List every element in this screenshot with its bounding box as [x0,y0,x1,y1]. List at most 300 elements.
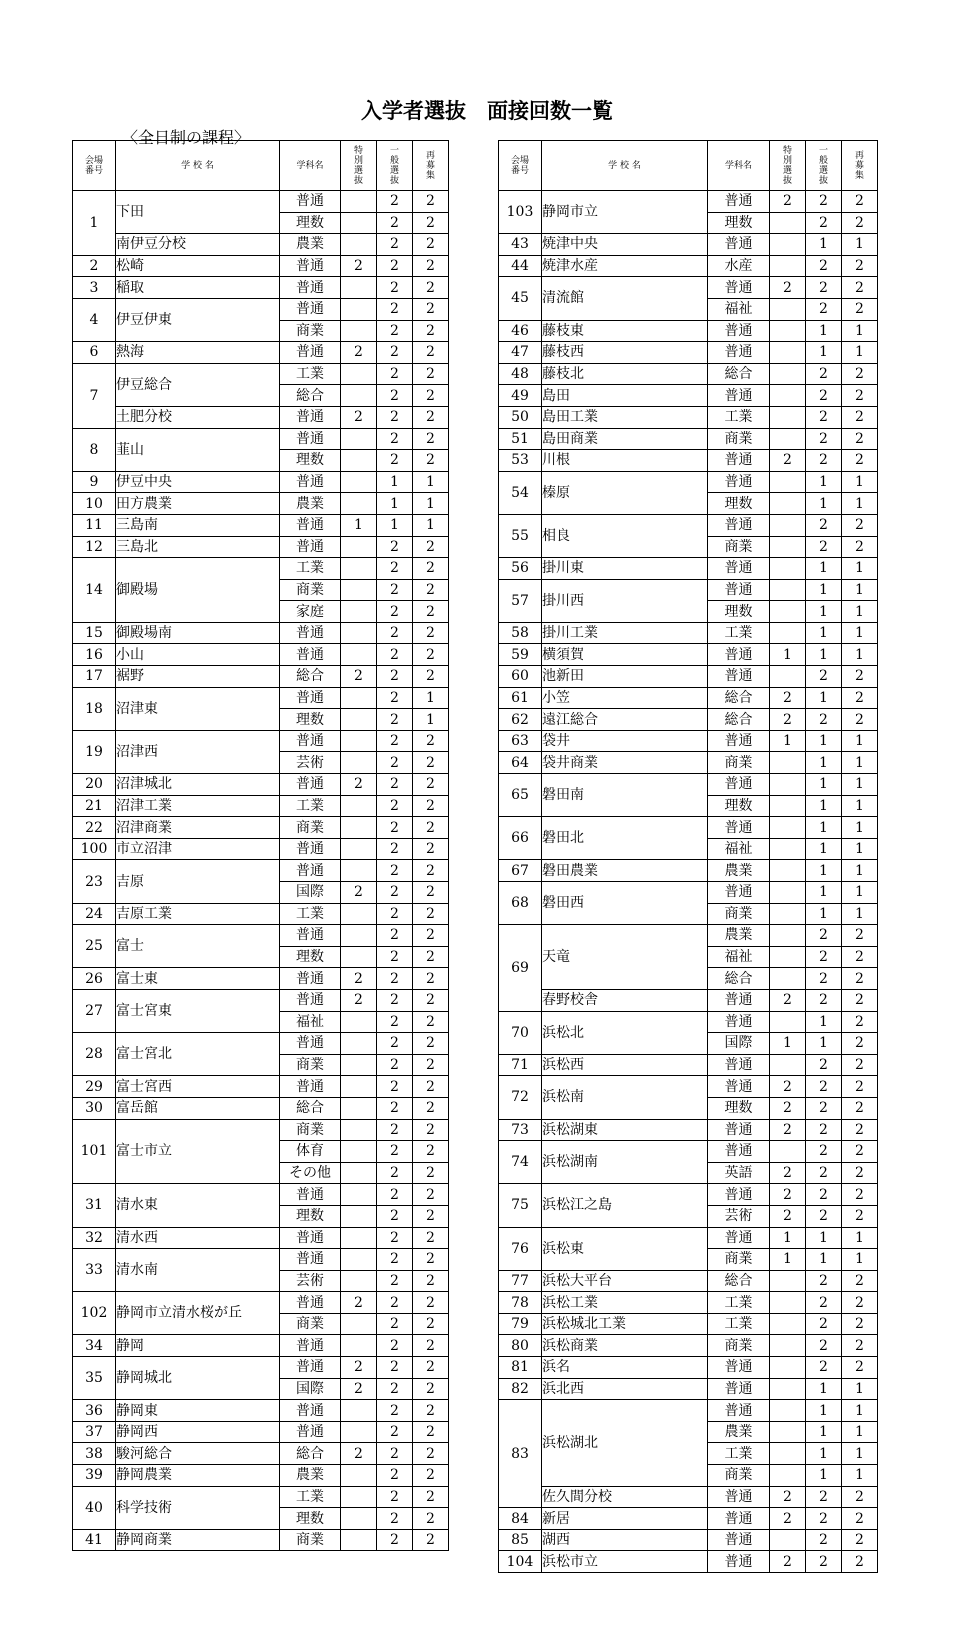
school-name: 富岳館 [116,1097,280,1119]
school-name: 市立沼津 [116,838,280,860]
venue-number: 40 [73,1486,116,1529]
general-count: 2 [806,1205,842,1227]
re-recruit-count: 2 [842,428,878,450]
special-count [770,342,806,364]
general-count: 1 [806,320,842,342]
table-row [73,644,449,666]
re-recruit-count: 2 [842,1184,878,1206]
venue-number: 82 [499,1378,542,1400]
school-name: 下田 [116,191,280,234]
header-general: 一 般 選 抜 [806,141,842,191]
special-count [341,622,377,644]
course-name: 普通 [708,234,770,256]
school-name: 沼津西 [116,730,280,773]
special-count: 2 [770,1205,806,1227]
re-recruit-count: 2 [413,1162,449,1184]
course-name: 普通 [708,1486,770,1508]
course-name: 農業 [708,1421,770,1443]
course-name: 普通 [280,1357,341,1379]
general-count: 2 [377,1292,413,1314]
course-name: 商業 [708,1335,770,1357]
re-recruit-count: 2 [842,1141,878,1163]
table-row [499,817,878,839]
course-name: 商業 [708,903,770,925]
special-count [770,774,806,796]
course-name: 普通 [708,666,770,688]
special-count [770,493,806,515]
table-row [73,968,449,990]
course-name: 普通 [280,191,341,213]
general-count: 1 [806,1465,842,1487]
re-recruit-count: 2 [413,882,449,904]
re-recruit-count: 2 [413,191,449,213]
table-row [73,1486,449,1508]
re-recruit-count: 1 [842,342,878,364]
venue-number: 10 [73,493,116,515]
re-recruit-count: 2 [413,1508,449,1530]
general-count: 2 [377,925,413,947]
special-count [341,1465,377,1487]
re-recruit-count: 2 [413,1076,449,1098]
special-count: 1 [770,1227,806,1249]
general-count: 2 [377,1205,413,1227]
course-name: 普通 [280,1335,341,1357]
re-recruit-count: 2 [413,1249,449,1271]
school-name: 沼津商業 [116,817,280,839]
table-row [73,191,449,213]
general-count: 1 [806,493,842,515]
general-count: 1 [806,1378,842,1400]
venue-number: 14 [73,558,116,623]
school-name: 伊豆総合 [116,363,280,406]
general-count: 2 [806,536,842,558]
special-count [770,601,806,623]
general-count: 2 [806,925,842,947]
venue-number: 37 [73,1421,116,1443]
general-count: 2 [806,212,842,234]
venue-number: 9 [73,471,116,493]
header-course: 学科名 [708,141,770,191]
school-name: 静岡市立清水桜が丘 [116,1292,280,1335]
special-count [770,838,806,860]
re-recruit-count: 2 [413,1011,449,1033]
re-recruit-count: 2 [413,255,449,277]
re-recruit-count: 2 [413,212,449,234]
venue-number: 100 [73,838,116,860]
general-count: 1 [806,730,842,752]
venue-number: 81 [499,1357,542,1379]
course-name: 普通 [280,989,341,1011]
venue-number: 45 [499,277,542,320]
re-recruit-count: 2 [413,968,449,990]
special-count [341,191,377,213]
school-name: 焼津水産 [542,255,708,277]
general-count: 2 [377,1508,413,1530]
venue-number: 48 [499,363,542,385]
school-name: 浜松城北工業 [542,1313,708,1335]
re-recruit-count: 1 [842,860,878,882]
school-name: 静岡商業 [116,1529,280,1551]
special-count: 2 [341,882,377,904]
re-recruit-count: 2 [413,1184,449,1206]
venue-number: 62 [499,709,542,731]
re-recruit-count: 2 [842,212,878,234]
table-row [73,277,449,299]
general-count: 2 [806,363,842,385]
special-count [341,730,377,752]
re-recruit-count: 1 [842,558,878,580]
venue-number: 59 [499,644,542,666]
course-name: 商業 [708,1249,770,1271]
venue-number: 57 [499,579,542,622]
table-row [73,989,449,1011]
general-count: 2 [806,1551,842,1573]
re-recruit-count: 2 [842,1162,878,1184]
general-count: 1 [806,687,842,709]
school-name: 浜松湖北 [542,1400,708,1486]
school-name: 浜松南 [542,1076,708,1119]
venue-number: 15 [73,622,116,644]
general-count: 2 [377,406,413,428]
general-count: 2 [377,1313,413,1335]
table-row [73,428,449,450]
general-count: 2 [377,1465,413,1487]
table-row [499,1529,878,1551]
special-count: 2 [341,1443,377,1465]
table-row [499,860,878,882]
general-count: 1 [806,882,842,904]
special-count [341,1508,377,1530]
course-name: 普通 [708,1054,770,1076]
general-count: 2 [806,1270,842,1292]
re-recruit-count: 2 [842,514,878,536]
course-name: 普通 [280,925,341,947]
general-count: 2 [377,795,413,817]
re-recruit-count: 1 [413,493,449,515]
school-name: 科学技術 [116,1486,280,1529]
course-name: 普通 [708,191,770,213]
course-name: 水産 [708,255,770,277]
course-name: 普通 [280,687,341,709]
table-row [499,428,878,450]
course-name: 福祉 [708,838,770,860]
general-count: 2 [377,709,413,731]
special-count: 2 [770,1162,806,1184]
general-count: 2 [377,234,413,256]
school-name: 浜松西 [542,1054,708,1076]
special-count: 2 [770,450,806,472]
course-name: 体育 [280,1141,341,1163]
course-name: 商業 [708,1465,770,1487]
re-recruit-count: 1 [842,817,878,839]
table-row [499,752,878,774]
special-count: 2 [341,968,377,990]
table-row [73,342,449,364]
special-count [341,903,377,925]
venue-number: 32 [73,1227,116,1249]
course-name: 理数 [280,946,341,968]
venue-number: 66 [499,817,542,860]
school-name: 春野校舎 [542,989,708,1011]
course-name: 商業 [708,752,770,774]
course-name: 普通 [708,1141,770,1163]
re-recruit-count: 1 [842,1443,878,1465]
venue-number: 58 [499,622,542,644]
course-name: 英語 [708,1162,770,1184]
table-row [499,320,878,342]
special-count: 2 [770,191,806,213]
school-name: 磐田北 [542,817,708,860]
special-count: 2 [770,1486,806,1508]
general-count: 2 [377,579,413,601]
course-name: 普通 [708,882,770,904]
re-recruit-count: 2 [413,450,449,472]
course-name: 普通 [708,644,770,666]
school-name: 浜松東 [542,1227,708,1270]
venue-number: 6 [73,342,116,364]
special-count [770,968,806,990]
special-count [770,1270,806,1292]
course-name: 理数 [708,1097,770,1119]
school-name: 浜松商業 [542,1335,708,1357]
table-row [73,1443,449,1465]
general-count: 2 [806,1292,842,1314]
special-count: 2 [341,774,377,796]
school-name: 富士市立 [116,1119,280,1184]
course-name: 普通 [708,1529,770,1551]
re-recruit-count: 2 [842,925,878,947]
table-row [73,255,449,277]
general-count: 2 [377,968,413,990]
table-row [499,1119,878,1141]
school-name: 掛川工業 [542,622,708,644]
table-row [499,558,878,580]
general-count: 2 [377,752,413,774]
venue-number: 2 [73,255,116,277]
header-school-name: 学 校 名 [542,141,708,191]
re-recruit-count: 1 [842,730,878,752]
school-name: 三島北 [116,536,280,558]
re-recruit-count: 2 [413,1378,449,1400]
special-count: 2 [770,709,806,731]
school-name: 焼津中央 [542,234,708,256]
general-count: 2 [377,1184,413,1206]
special-count [341,752,377,774]
general-count: 1 [806,903,842,925]
special-count [341,579,377,601]
table-row [73,860,449,882]
course-name: 商業 [280,1529,341,1551]
table-row [73,558,449,580]
general-count: 1 [806,471,842,493]
school-name: 御殿場南 [116,622,280,644]
table-row [499,925,878,947]
special-count [770,925,806,947]
venue-number: 43 [499,234,542,256]
venue-number: 35 [73,1357,116,1400]
school-name: 池新田 [542,666,708,688]
school-name: 静岡城北 [116,1357,280,1400]
special-count: 2 [770,1551,806,1573]
school-name: 浜松大平台 [542,1270,708,1292]
general-count: 2 [377,1529,413,1551]
table-row [73,471,449,493]
table-row [499,1141,878,1163]
venue-number: 60 [499,666,542,688]
course-name: 農業 [708,925,770,947]
general-count: 2 [377,622,413,644]
table-row [73,1227,449,1249]
special-count [770,1443,806,1465]
re-recruit-count: 2 [413,1292,449,1314]
table-row [73,234,449,256]
general-count: 1 [806,1443,842,1465]
re-recruit-count: 2 [842,255,878,277]
course-name: 普通 [280,536,341,558]
general-count: 2 [377,450,413,472]
venue-number: 33 [73,1249,116,1292]
course-name: 普通 [708,1508,770,1530]
re-recruit-count: 2 [842,298,878,320]
school-name: 小山 [116,644,280,666]
re-recruit-count: 2 [413,1421,449,1443]
table-row [499,709,878,731]
course-name: 理数 [708,212,770,234]
special-count [341,298,377,320]
special-count: 2 [770,1119,806,1141]
re-recruit-count: 2 [413,795,449,817]
school-name: 相良 [542,514,708,557]
general-count: 2 [377,1249,413,1271]
general-count: 2 [806,1119,842,1141]
special-count [770,903,806,925]
venue-number: 104 [499,1551,542,1573]
re-recruit-count: 2 [842,1033,878,1055]
header-re-recruit: 再 募 集 [842,141,878,191]
general-count: 2 [377,860,413,882]
course-name: 総合 [280,385,341,407]
general-count: 2 [377,298,413,320]
venue-number: 84 [499,1508,542,1530]
general-count: 2 [377,946,413,968]
special-count: 2 [341,342,377,364]
course-name: 総合 [708,709,770,731]
course-name: 総合 [280,1443,341,1465]
re-recruit-count: 2 [413,925,449,947]
table-row [499,730,878,752]
general-count: 2 [377,1443,413,1465]
general-count: 2 [806,1313,842,1335]
special-count [341,428,377,450]
special-count [770,385,806,407]
re-recruit-count: 2 [842,1529,878,1551]
re-recruit-count: 1 [842,1400,878,1422]
special-count [770,1313,806,1335]
special-count [341,320,377,342]
general-count: 2 [806,406,842,428]
re-recruit-count: 2 [413,1465,449,1487]
table-row [499,1227,878,1249]
course-name: 農業 [280,493,341,515]
course-name: 工業 [708,1443,770,1465]
school-name: 清水西 [116,1227,280,1249]
venue-number: 38 [73,1443,116,1465]
special-count [341,1141,377,1163]
course-name: 理数 [708,493,770,515]
course-name: 普通 [708,1551,770,1573]
special-count [341,471,377,493]
special-count [770,1400,806,1422]
re-recruit-count: 2 [413,1335,449,1357]
header-general: 一 般 選 抜 [377,141,413,191]
venue-number: 61 [499,687,542,709]
course-name: 商業 [280,1054,341,1076]
course-name: 普通 [280,514,341,536]
course-name: 総合 [708,1270,770,1292]
special-count [341,1097,377,1119]
table-row [499,1292,878,1314]
school-name: 富士宮北 [116,1033,280,1076]
venue-number: 101 [73,1119,116,1184]
general-count: 2 [377,817,413,839]
general-count: 1 [377,493,413,515]
course-name: 普通 [708,514,770,536]
re-recruit-count: 2 [413,385,449,407]
table-row [499,234,878,256]
school-name: 横須賀 [542,644,708,666]
course-name: 工業 [280,558,341,580]
special-count [341,1076,377,1098]
re-recruit-count: 2 [413,1097,449,1119]
special-count: 2 [770,1076,806,1098]
special-count [770,1335,806,1357]
re-recruit-count: 2 [413,1141,449,1163]
venue-number: 75 [499,1184,542,1227]
table-row [73,514,449,536]
school-name: 静岡農業 [116,1465,280,1487]
re-recruit-count: 2 [413,342,449,364]
general-count: 1 [806,1421,842,1443]
re-recruit-count: 2 [842,363,878,385]
course-name: 芸術 [280,752,341,774]
general-count: 2 [377,536,413,558]
special-count [770,882,806,904]
school-name: 韮山 [116,428,280,471]
general-count: 2 [377,989,413,1011]
venue-number: 78 [499,1292,542,1314]
header-course: 学科名 [280,141,341,191]
special-count: 2 [341,1378,377,1400]
course-name: 工業 [280,1486,341,1508]
course-name: 普通 [280,1249,341,1271]
venue-number: 4 [73,298,116,341]
general-count: 2 [377,838,413,860]
table-row [73,1119,449,1141]
header-school-name: 学 校 名 [116,141,280,191]
course-name: 工業 [708,1292,770,1314]
school-name: 清水東 [116,1184,280,1227]
venue-number: 22 [73,817,116,839]
general-count: 1 [806,1249,842,1271]
re-recruit-count: 2 [842,1270,878,1292]
venue-number: 36 [73,1400,116,1422]
re-recruit-count: 2 [413,1313,449,1335]
school-name: 静岡市立 [542,191,708,234]
general-count: 2 [377,1141,413,1163]
re-recruit-count: 2 [413,320,449,342]
table-row [73,298,449,320]
school-name: 吉原 [116,860,280,903]
